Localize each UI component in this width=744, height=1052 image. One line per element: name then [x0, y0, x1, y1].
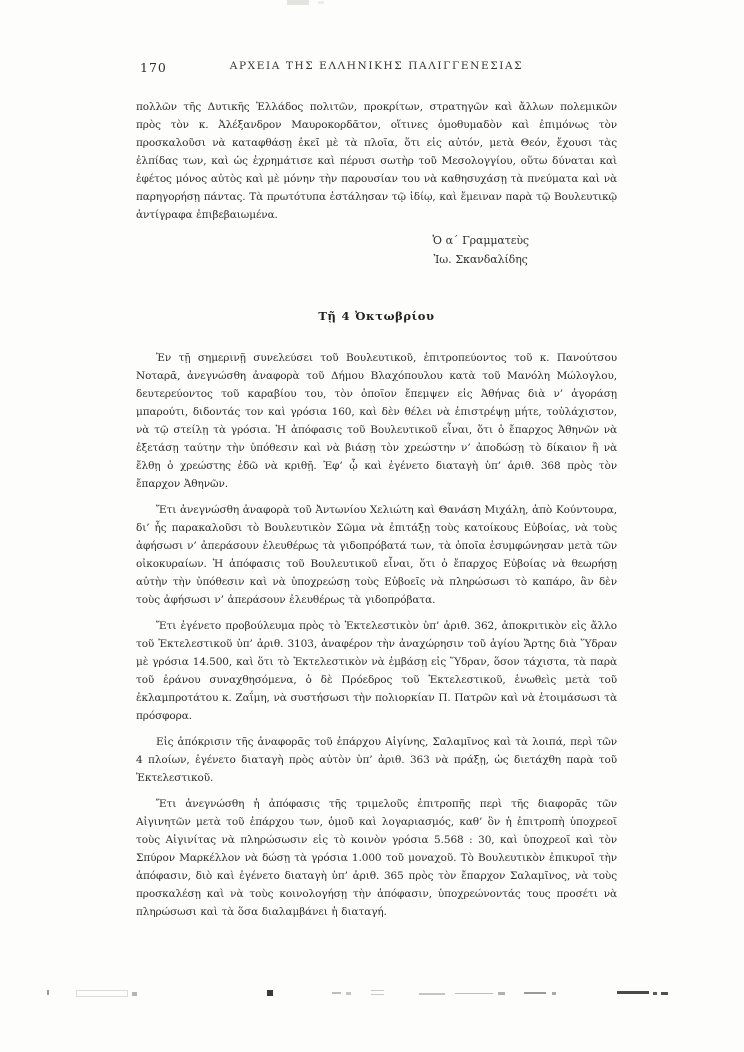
- scan-artifact: [653, 992, 657, 995]
- body-paragraph: Ἔτι ἀνεγνώσθη ἡ ἀπόφασις τῆς τριμελοῦς ἐπιτροπῆς περὶ τῆς διαφορᾶς τῶν Αἰγινητῶν μετὰ τοῦ ἐπάρχου των, ὁμοῦ καὶ λογαριασμός, καθ’ ὃν ἡ ἐπιτροπὴ ὑποχρεοῖ τοὺς Αἰγινίτας νὰ πληρώσωσιν εἰς τὸ κοινὸν γρόσια 5.568 : 30, καὶ ὑποχρεοῖ καὶ τὸν Σπύρον Μαρκέλλον νὰ δώσῃ τὰ γρόσια 1.000 τοῦ μοναχοῦ. Τὸ Βουλευτικὸν ἐπικυροῖ τὴν ἀπόφασιν, διὸ καὶ ἐγένετο διαταγὴ ὑπ’ ἀριθ. 365 πρὸς τὸν ἔπαρχον Σαλαμῖνος, νὰ τοὺς προσκαλέσῃ καὶ νὰ τοὺς κοινολογήσῃ τὴν ἀπόφασιν, ὑποχρεώνοντάς τους προσέτι νὰ πληρώσωσι καὶ τὰ ὅσα διαλαμβάνει ἡ διαταγή.: [136, 798, 617, 918]
- signature-block: [432, 232, 529, 269]
- scan-artifact: [524, 992, 546, 994]
- body-paragraph: Ἔτι ἀνεγνώσθη ἀναφορὰ τοῦ Ἀντωνίου Χελιώτη καὶ Θανάση Μιχάλη, ἀπὸ Κούντουρα, δι’ ἧς παρακαλοῦσι τὸ Βουλευτικὸν Σῶμα νὰ ἐπιτάξῃ τοὺς κατοίκους Εὐβοίας, νὰ τοὺς ἀφήσωσι ν’ ἀπεράσουν ἐλευθέρως τὰ γιδοπρόβατά των, τὰ ὁποῖα ἐσυμφώνησαν μετὰ τῶν οἰκοκυραίων. Ἡ ἀπόφασις τοῦ Βουλευτικοῦ εἶναι, ὅτι ὁ ἔπαρχος Εὐβοίας νὰ θεωρήσῃ αὐτὴν τὴν ὑπόθεσιν καὶ νὰ ὑποχρεώσῃ τοὺς Εὐβοεῖς νὰ πληρώσωσι τὸ καπάρο, ἂν δὲν τοὺς ἀφήσωσι ν’ ἀπεράσουν ἐλευθέρως τὰ γιδοπρόβατα.: [136, 504, 617, 606]
- body-paragraph: Ἔτι ἐγένετο προβούλευμα πρὸς τὸ Ἐκτελεστικὸν ὑπ’ ἀριθ. 362, ἀποκριτικὸν εἰς ἄλλο τοῦ Ἐκτελεστικοῦ ὑπ’ ἀριθ. 3103, ἀναφέρον τὴν ἀναχώρησιν τοῦ ἁγίου Ἄρτης διὰ Ὕδραν μὲ γρόσια 14.500, καὶ ὅτι τὸ Ἐκτελεστικὸν νὰ ἐμβάσῃ εἰς Ὕδραν, ὅσον τάχιστα, τὰ παρὰ τοῦ ἐράνου συναχθησόμενα, ὁ δὲ Πρόεδρος τοῦ Ἐκτελεστικοῦ, ἑνωθεὶς μετὰ τοῦ ἐκλαμπροτάτου κ. Ζαΐμη, νὰ συστήσωσι τὴν πολιορκίαν Π. Πατρῶν καὶ νὰ ἑτοιμάσωσι τὰ πρόσφορα.: [136, 620, 617, 722]
- scan-artifact: [287, 0, 309, 5]
- scan-artifact: [455, 993, 493, 994]
- signature-name: Ἰω. Σκανδαλίδης: [433, 252, 528, 266]
- scan-artifact: [332, 992, 341, 994]
- signature-role: Ὁ α΄ Γραμματεὺς: [432, 234, 529, 247]
- scan-artifact: [318, 1, 324, 4]
- scan-artifact: [132, 992, 137, 996]
- running-title: ΑΡΧΕΙΑ ΤΗΣ ΕΛΛΗΝΙΚΗΣ ΠΑΛΙΓΓΕΝΕΣΙΑΣ: [229, 60, 524, 72]
- scan-artifact: [419, 993, 445, 995]
- scan-artifact: [661, 992, 668, 995]
- scan-artifact: [498, 992, 505, 995]
- body-paragraph: Ἐν τῇ σημερινῇ συνελεύσει τοῦ Βουλευτικοῦ, ἐπιτροπεύοντος τοῦ κ. Πανούτσου Νοταρᾶ, ἀνεγνώσθη ἀναφορὰ τοῦ Δήμου Βλαχόπουλου κατὰ τοῦ Μανόλη Μώλογλου, δευτερεύοντος τοῦ καραβίου του, τὸν ὁποῖον ἔπεμψεν εἰς Ἀθήνας διὰ ν’ ἀγοράσῃ μπαρούτι, διδοντάς τον καὶ γρόσια 160, καὶ δὲν θέλει νὰ ἐπιστρέψῃ μήτε, τοὐλάχιστον, νὰ τῷ στείλῃ τὰ γρόσια. Ἡ ἀπόφασις τοῦ Βουλευτικοῦ εἶναι, ὅτι ὁ ἔπαρχος Ἀθηνῶν νὰ ἐξετάσῃ ταύτην τὴν ὑπόθεσιν καὶ νὰ βιάσῃ τὸν χρεώστην ν’ ἀποδώσῃ τὸ δίκαιον ἢ νὰ ἔλθῃ ὁ χρεώστης ἐδῶ νὰ κριθῇ. Ἐφ’ ᾧ καὶ ἐγένετο διαταγὴ ὑπ’ ἀριθ. 368 πρὸς τὸν ἔπαρχον Ἀθηνῶν.: [136, 352, 617, 490]
- body-paragraph: Εἰς ἀπόκρισιν τῆς ἀναφορᾶς τοῦ ἐπάρχου Αἰγίνης, Σαλαμῖνος καὶ τὰ λοιπά, περὶ τῶν 4 πλοίων, ἐγένετο διαταγὴ πρὸς αὐτὸν ὑπ’ ἀριθ. 363 νὰ πράξῃ, ὡς διετάχθη παρὰ τοῦ Ἐκτελεστικοῦ.: [136, 736, 617, 784]
- scan-artifact: [346, 992, 351, 995]
- document-body: [136, 98, 617, 921]
- section-heading: Τῇ 4 Ὀκτωβρίου: [318, 309, 435, 323]
- scan-artifact: [552, 992, 556, 995]
- page-number: 170: [140, 60, 167, 75]
- text-column: [136, 60, 617, 929]
- scan-artifact: [267, 990, 273, 996]
- scan-artifact: [617, 991, 649, 994]
- scan-artifact: [371, 990, 384, 995]
- scan-artifact: [47, 990, 49, 995]
- scan-artifact: [76, 990, 128, 997]
- page-header: [136, 60, 617, 76]
- intro-paragraph: πολλῶν τῆς Δυτικῆς Ἑλλάδος πολιτῶν, προκρίτων, στρατηγῶν καὶ ἄλλων πολεμικῶν πρὸς τὸν κ. Ἀλέξανδρον Μαυροκορδᾶτον, οἵτινες ὁμοθυμαδὸν καὶ ἐπιμόνως τὸν προσκαλοῦσι νὰ καταφθάσῃ ἐκεῖ μὲ τὰ πλοῖα, ὅτι εἰς αὐτόν, μετὰ Θεόν, ἔχουσι τὰς ἐλπίδας των, καὶ ὡς ἐχρημάτισε καὶ πέρυσι σωτὴρ τοῦ Μεσολογγίου, οὕτω δύναται καὶ ἐφέτος μόνος αὐτὸς καὶ μὲ μόνην τὴν παρουσίαν του νὰ καθησυχάσῃ τὰ πνεύματα καὶ νὰ παρηγορήσῃ πάντας. Τὰ πρωτότυπα ἐστάλησαν τῷ ἰδίῳ, καὶ ἔμειναν παρὰ τῷ Βουλευτικῷ ἀντίγραφα ἐπιβεβαιωμένα.: [136, 101, 617, 221]
